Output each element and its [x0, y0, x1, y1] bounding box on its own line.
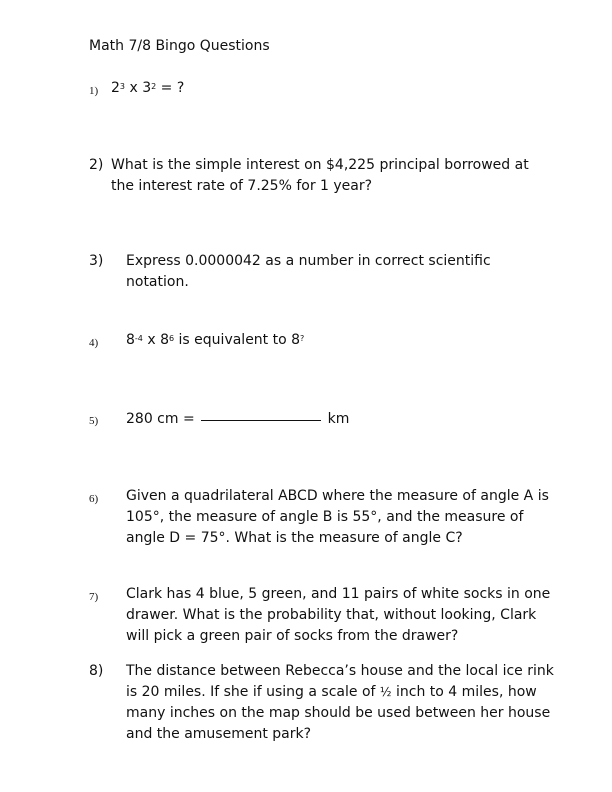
question-number: 7): [89, 591, 99, 603]
question-number: 6): [89, 493, 99, 505]
answer-blank: [201, 406, 321, 421]
question-text-line: will pick a green pair of socks from the drawer?: [126, 628, 459, 644]
question-1: [89, 78, 569, 100]
question-number: 5): [89, 415, 99, 427]
question-7: [89, 584, 569, 650]
question-text-line: and the amusement park?: [126, 726, 312, 742]
question-text: $2^3$ x $3^2$ = ?: [111, 80, 185, 96]
question-number: 1): [89, 85, 99, 97]
question-5: [89, 408, 569, 430]
question-text-line: The distance between Rebecca’s house and the local ice rink: [126, 663, 554, 679]
question-2: [89, 155, 569, 199]
question-number: 4): [89, 337, 99, 349]
question-text-line: Express 0.0000042 as a number in correct scientific: [126, 253, 491, 269]
question-text-line: angle D = 75°. What is the measure of angle C?: [126, 530, 463, 546]
question-text: 280 cm = km: [126, 408, 349, 430]
question-text-line: 105°, the measure of angle B is 55°, and the measure of: [126, 509, 524, 525]
question-text-line: notation.: [126, 274, 189, 290]
question-8: [89, 661, 569, 749]
question-number: 3): [89, 253, 104, 269]
question-text-line: Given a quadrilateral ABCD where the measure of angle A is: [126, 488, 549, 504]
question-6: [89, 486, 569, 552]
question-text-line: Clark has 4 blue, 5 green, and 11 pairs of white socks in one: [126, 586, 551, 602]
question-3: [89, 251, 569, 295]
question-text-line: the interest rate of 7.25% for 1 year?: [111, 178, 373, 194]
page-title: Math 7/8 Bingo Questions: [89, 38, 270, 54]
question-text-line: is 20 miles. If she if using a scale of ½ inch to 4 miles, how: [126, 684, 537, 700]
question-text-line: What is the simple interest on $4,225 principal borrowed at: [111, 157, 529, 173]
question-text-line: drawer. What is the probability that, without looking, Clark: [126, 607, 537, 623]
question-text: $8^{-4}$ x $8^6$ is equivalent to 8?: [126, 332, 305, 348]
question-number: 2): [89, 157, 104, 173]
question-number: 8): [89, 663, 104, 679]
question-text-line: many inches on the map should be used between her house: [126, 705, 551, 721]
question-4: [89, 330, 569, 352]
